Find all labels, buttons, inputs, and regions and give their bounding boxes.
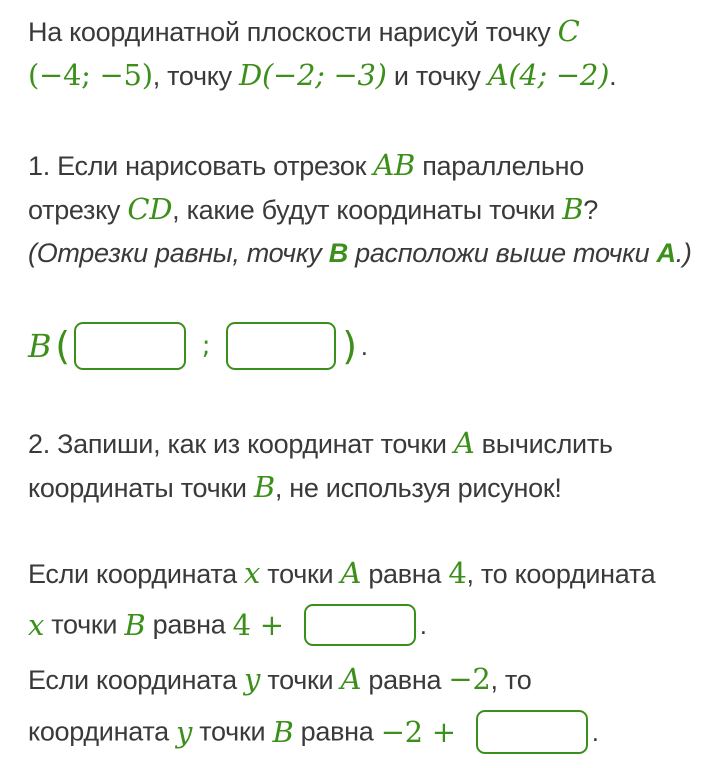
- intro-text-1: На координатной плоскости нарисуй точку: [28, 17, 558, 47]
- task2-point-b: B: [253, 470, 275, 504]
- note-close: .): [675, 238, 692, 268]
- segment-ab: AB: [373, 148, 415, 182]
- rule-y-text-3: равна: [361, 665, 449, 695]
- point-c-coords: (−4; −5): [28, 58, 153, 92]
- rule-y-text-2: точки: [260, 665, 341, 695]
- note-a: A: [656, 238, 676, 268]
- rule-x-line-2: [28, 604, 427, 652]
- task1-text-1: 1. Если нарисовать отрезок: [28, 151, 374, 181]
- point-b: B: [562, 192, 584, 226]
- rule-x-end-dot: .: [419, 609, 427, 640]
- close-paren: ): [342, 324, 357, 368]
- rule-y-value-a: −2: [448, 662, 491, 696]
- rule-y-line-1: [28, 662, 531, 696]
- rule-x-input[interactable]: [304, 604, 416, 646]
- intro-line-2: [28, 58, 616, 92]
- rule-y-input[interactable]: [476, 710, 588, 754]
- rule-x-text-3: равна: [361, 559, 449, 589]
- separator: ;: [201, 331, 211, 361]
- answer-b-x-input[interactable]: [74, 322, 186, 370]
- rule-y-text-6: точки: [192, 716, 273, 747]
- open-paren: (: [55, 324, 70, 368]
- rule-x-value-a: 4: [448, 556, 467, 590]
- point-d: D(−2; −3): [239, 58, 387, 92]
- rule-y-text-4: , то: [490, 665, 532, 695]
- rule-x-var: x: [244, 556, 261, 590]
- rule-y-text-7: равна: [293, 716, 381, 747]
- rule-x-text-6: равна: [145, 609, 233, 640]
- rule-x-point-a: A: [340, 556, 362, 590]
- task2-text-2: вычислить: [474, 429, 613, 459]
- intro-line-1: [28, 14, 580, 48]
- task1-text-2: параллельно: [415, 151, 584, 181]
- rule-y-var: y: [244, 662, 261, 696]
- rule-y-end-dot: .: [591, 716, 599, 747]
- rule-y-text-1: Если координата: [28, 665, 245, 695]
- rule-y-point-b: B: [272, 715, 294, 749]
- end-dot: .: [360, 330, 368, 361]
- rule-x-expr: 4 +: [232, 608, 284, 642]
- intro-text-2: , точку: [152, 61, 239, 91]
- rule-y-line-2: [28, 710, 599, 758]
- rule-y-point-a: A: [340, 662, 362, 696]
- rule-x-text-2: точки: [260, 559, 341, 589]
- rule-y-expr: −2 +: [380, 715, 456, 749]
- point-c-label: C: [557, 14, 580, 48]
- task1-text-4: , какие будут координаты точки: [172, 195, 563, 225]
- rule-y-text-5: координата: [28, 716, 176, 747]
- task2-text-4: , не используя рисунок!: [274, 473, 562, 503]
- task1-line-2: [28, 192, 598, 226]
- task2-point-a: A: [453, 426, 475, 460]
- intro-text-3: и точку: [386, 61, 488, 91]
- intro-text-4: .: [609, 61, 617, 91]
- task2-line-1: [28, 426, 613, 460]
- note-mid: расположи выше точки: [347, 238, 657, 268]
- rule-x-text-5: точки: [44, 609, 125, 640]
- answer-b-row: [28, 322, 368, 378]
- segment-cd: CD: [127, 192, 173, 226]
- answer-b-y-input[interactable]: [226, 322, 336, 370]
- point-a: A(4; −2): [487, 58, 610, 92]
- answer-b-label: B: [28, 327, 52, 365]
- note-open: (Отрезки равны, точку: [28, 238, 329, 268]
- task2-text-3: координаты точки: [28, 473, 254, 503]
- note-b: B: [328, 238, 348, 268]
- task2-line-2: [28, 470, 562, 504]
- task2-text-1: 2. Запиши, как из координат точки: [28, 429, 454, 459]
- task1-text-3: отрезку: [28, 195, 128, 225]
- task1-text-5: ?: [583, 195, 598, 225]
- task1-line-1: [28, 148, 584, 182]
- rule-x-var-2: x: [28, 608, 45, 642]
- rule-x-line-1: [28, 556, 655, 590]
- task1-note: [28, 238, 692, 269]
- rule-y-var-2: y: [176, 715, 193, 749]
- rule-x-text-4: , то координата: [466, 559, 656, 589]
- rule-x-text-1: Если координата: [28, 559, 245, 589]
- rule-x-point-b: B: [124, 608, 146, 642]
